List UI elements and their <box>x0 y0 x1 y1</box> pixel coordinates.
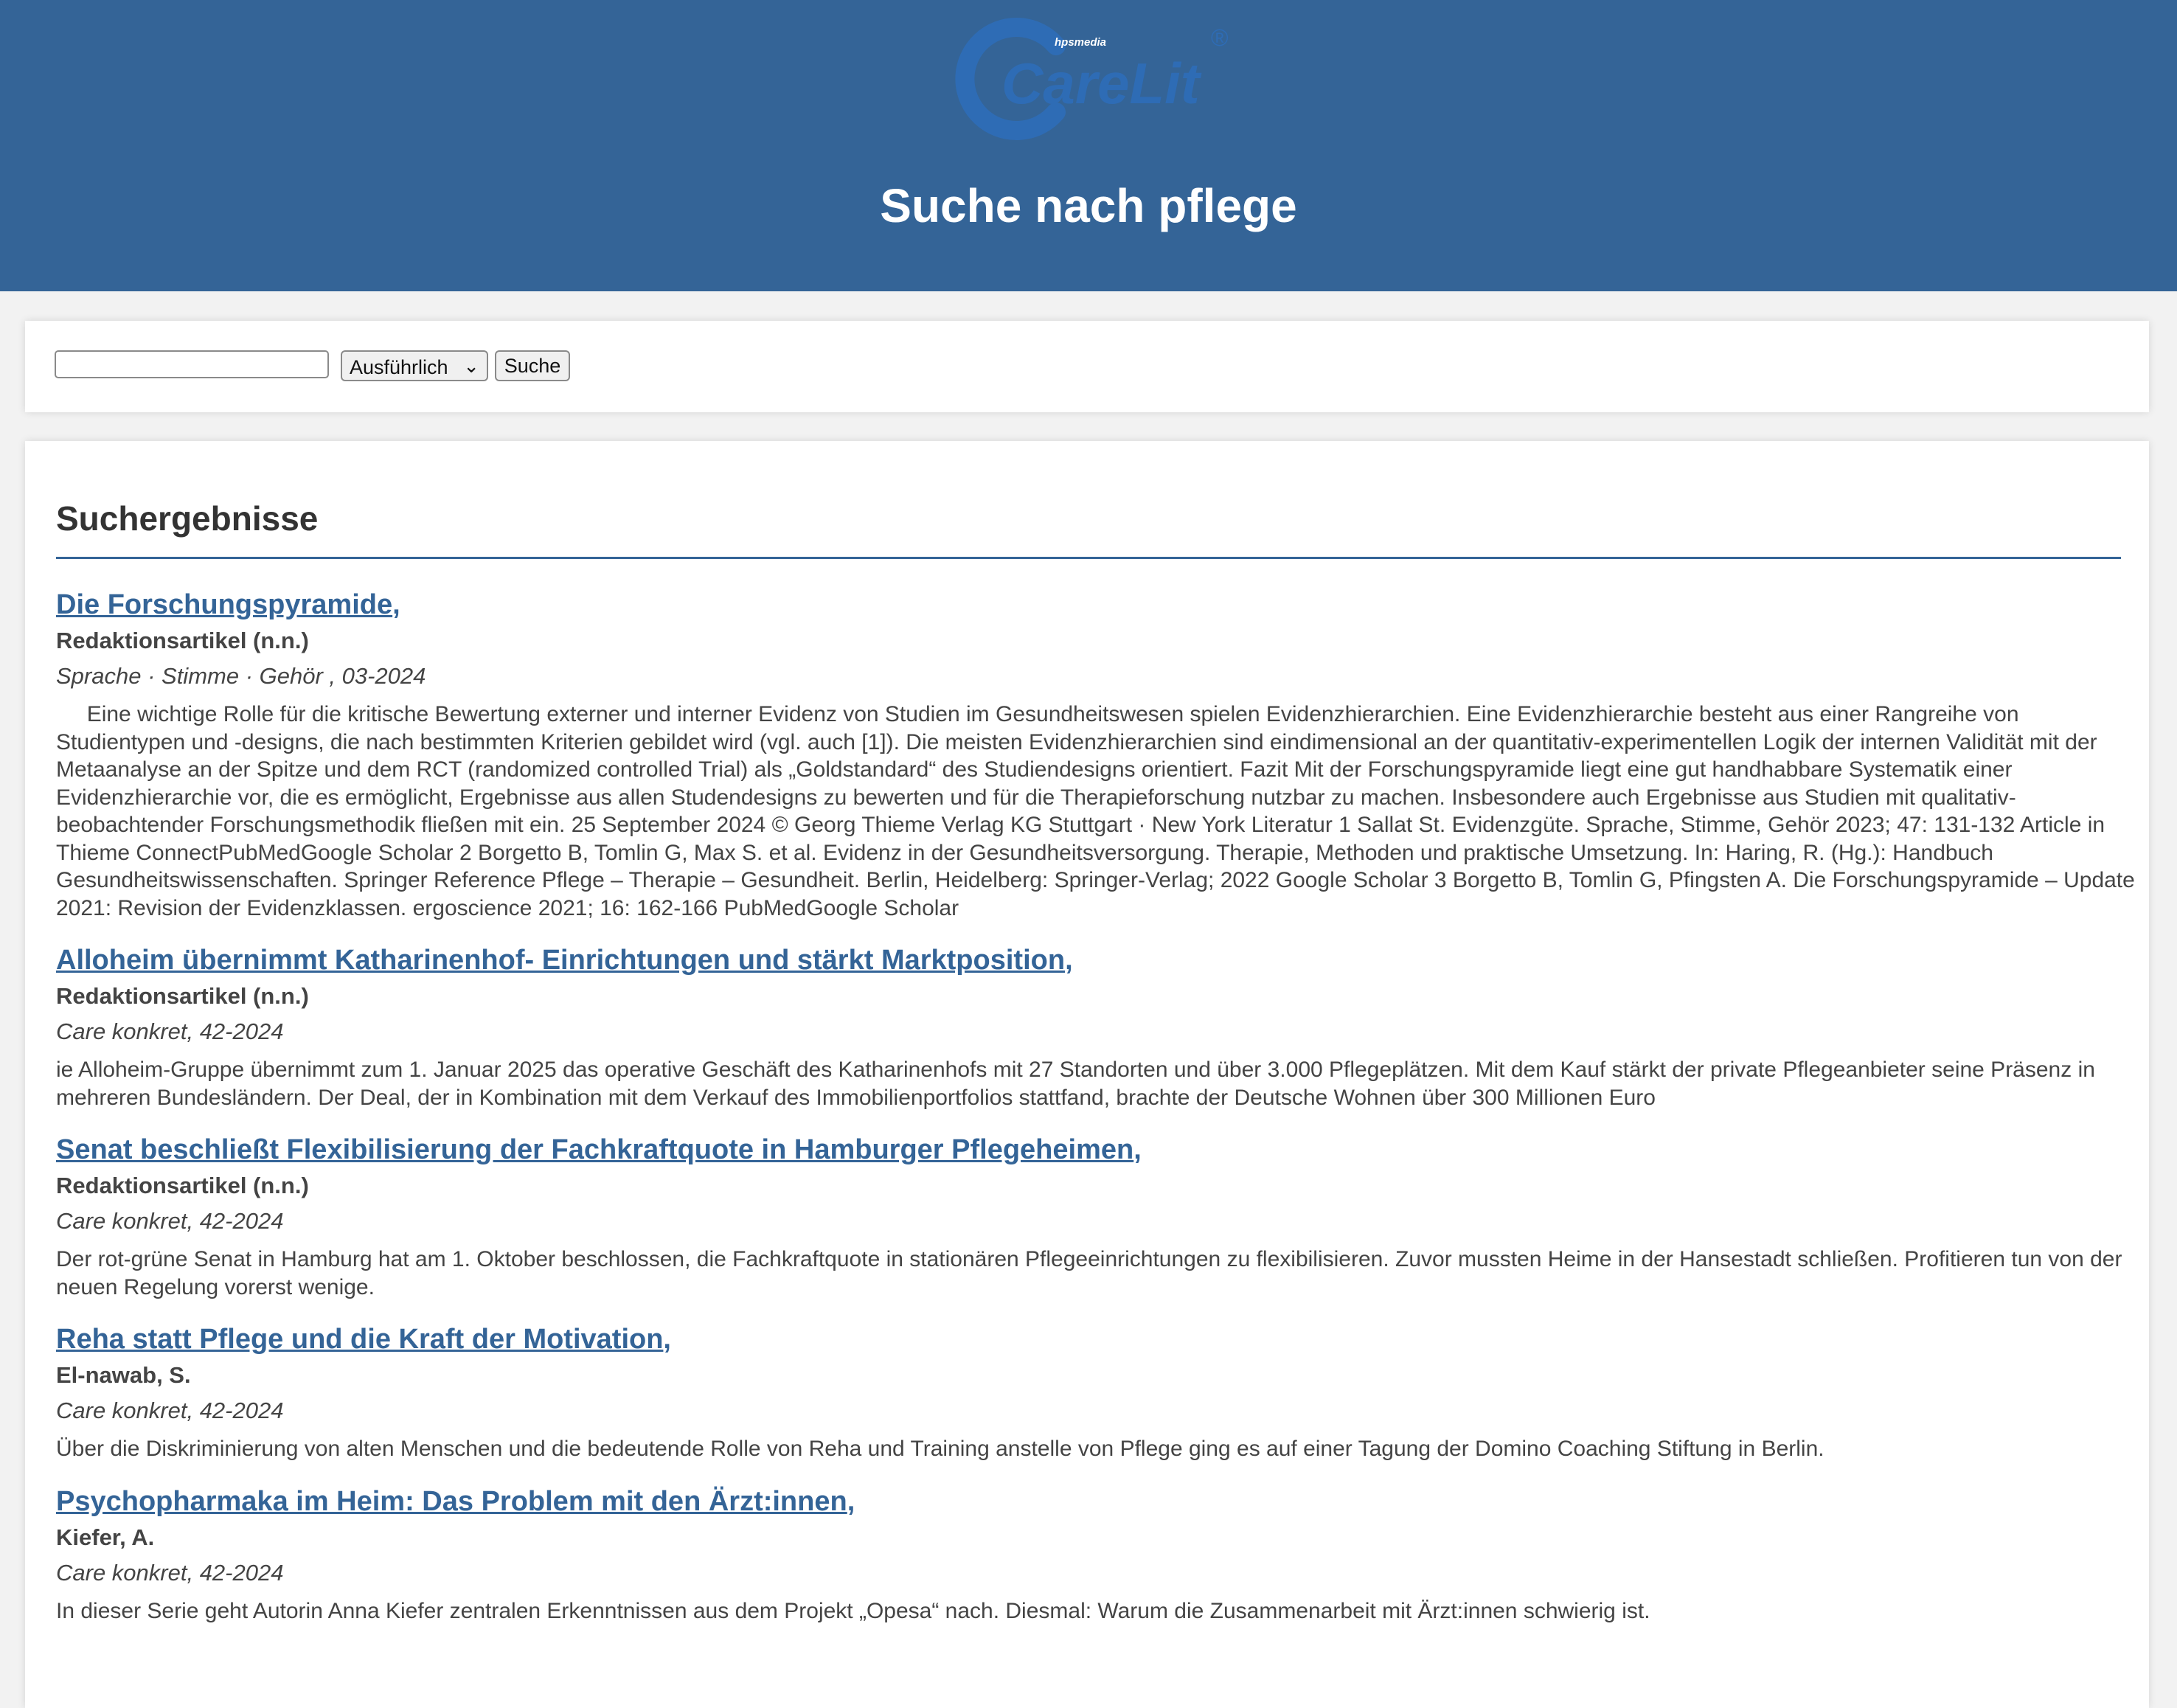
result-source: Sprache · Stimme · Gehör , 03-2024 <box>56 663 426 689</box>
result-abstract: Über die Diskriminierung von alten Menschen und die bedeutende Rolle von Reha und Training anstelle von Pflege ging es auf einer Tagung der Domino Coaching Stiftung in Berlin. <box>56 1437 1824 1461</box>
heading-divider <box>56 557 2121 559</box>
results-list <box>56 586 2143 1644</box>
result-item <box>56 586 2143 922</box>
result-source: Care konkret, 42-2024 <box>56 1559 284 1586</box>
svg-text:hpsmedia: hpsmedia <box>1055 36 1107 49</box>
page-title: Suche nach pflege <box>880 179 1297 232</box>
result-author: Redaktionsartikel (n.n.) <box>56 628 309 653</box>
svg-text:®: ® <box>1211 24 1229 51</box>
result-item <box>56 1320 2143 1463</box>
result-title-line: Psychopharmaka im Heim: Das Problem mit den Ärzt:innen, <box>56 1485 855 1517</box>
result-title-line: Reha statt Pflege und die Kraft der Motivation, <box>56 1324 671 1355</box>
result-item <box>56 941 2143 1111</box>
svg-text:CareLit: CareLit <box>1001 51 1200 116</box>
result-abstract: ie Alloheim-Gruppe übernimmt zum 1. Januar 2025 das operative Geschäft des Katharinenhofs mit 27 Standorten und über 3.000 Pflegeplätzen. Mit dem Kauf stärkt der private Pflegeanbieter seine Präsenz in mehreren Bundesländern. Der Deal, der in Kombination mit dem Verkauf des Immobilienportfolios stattfand, brachte der Deutsche Wohnen über 300 Millionen Euro <box>56 1058 2095 1110</box>
result-source: Care konkret, 42-2024 <box>56 1018 284 1044</box>
result-abstract: Der rot-grüne Senat in Hamburg hat am 1. Oktober beschlossen, die Fachkraftquote in stationären Pflegeeinrichtungen zu flexibilisieren. Zuvor mussten Heime in der Hansestadt schließen. Profitieren tun von der neuen Regelung vorerst wenige. <box>56 1247 2122 1299</box>
chevron-down-icon: ⌄ <box>463 355 479 377</box>
result-author: El-nawab, S. <box>56 1362 191 1388</box>
carelit-logo[interactable] <box>944 16 1235 145</box>
result-author: Redaktionsartikel (n.n.) <box>56 1173 309 1198</box>
result-title-line: Senat beschließt Flexibilisierung der Fachkraftquote in Hamburger Pflegeheimen, <box>56 1134 1142 1165</box>
search-input[interactable] <box>55 350 329 378</box>
result-source: Care konkret, 42-2024 <box>56 1208 284 1234</box>
result-abstract: Eine wichtige Rolle für die kritische Bewertung externer und interner Evidenz von Studien im Gesundheitswesen spielen Evidenzhierarchien. Eine Evidenzhierarchie besteht aus einer Rangreihe von Studientypen und -designs, die nach bestimmten Kriterien gebildet wird (vgl. auch [1]). Die meisten Evidenzhierarchien sind eindimensional an der quantitativ-experimentellen Logik der internen Validität mit der Metaanalyse an der Spitze und dem RCT (randomized controlled Trial) als „Goldstandard“ des Studiendesigns orientiert. Fazit Mit der Forschungspyramide liegt eine gut handhabbare Systematik einer Evidenzhierarchie vor, die es ermöglicht, Ergebnisse aus allen Studendesigns zu bewerten und für die Therapieforschung nutzbar zu machen. Insbesondere auch Ergebnisse aus Studien mit qualitativ-beobachtender Forschungsmethodik fließen mit ein. 25 September 2024 © Georg Thieme Verlag KG Stuttgart · New York Literatur 1 Sallat St. Evidenzgüte. Sprache, Stimme, Gehör 2023; 47: 131-132 Article in Thieme ConnectPubMedGoogle Scholar 2 Borgetto B, Tomlin G, Max S. et al. Evidenz in der Gesundheitsversorgung. Therapie, Methoden und praktische Umsetzung. In: Haring, R. (Hg.): Handbuch Gesundheitswissenschaften. Springer Reference Pflege – Therapie – Gesundheit. Berlin, Heidelberg: Springer-Verlag; 2022 Google Scholar 3 Borgetto B, Tomlin G, Pfingsten A. Die Forschungspyramide – Update 2021: Revision der Evidenzklassen. ergoscience 2021; 16: 162-166 PubMedGoogle Scholar <box>56 702 2142 920</box>
result-title-link[interactable]: Reha statt Pflege und die Kraft der Motivation <box>56 1324 664 1355</box>
page-header <box>0 0 2177 291</box>
result-abstract: In dieser Serie geht Autorin Anna Kiefer zentralen Erkenntnissen aus dem Projekt „Opesa“ nach. Diesmal: Warum die Zusammenarbeit mit Ärzt:innen schwierig ist. <box>56 1598 1650 1623</box>
results-heading: Suchergebnisse <box>56 499 319 538</box>
results-panel <box>25 441 2149 1708</box>
result-source: Care konkret, 42-2024 <box>56 1398 284 1423</box>
result-author: Kiefer, A. <box>56 1524 155 1550</box>
result-title-link[interactable]: Psychopharmaka im Heim: Das Problem mit den Ärzt:innen <box>56 1485 847 1517</box>
result-title-link[interactable]: Senat beschließt Flexibilisierung der Fachkraftquote in Hamburger Pflegeheimen <box>56 1134 1134 1165</box>
result-item <box>56 1482 2143 1625</box>
result-title-line: Alloheim übernimmt Katharinenhof- Einrichtungen und stärkt Marktposition, <box>56 945 1073 976</box>
search-panel <box>25 321 2149 412</box>
result-item <box>56 1131 2143 1301</box>
result-title-link[interactable]: Alloheim übernimmt Katharinenhof- Einrichtungen und stärkt Marktposition <box>56 945 1066 976</box>
result-title-line: Die Forschungspyramide, <box>56 589 400 620</box>
result-author: Redaktionsartikel (n.n.) <box>56 983 309 1009</box>
search-button[interactable]: Suche <box>495 350 570 381</box>
search-mode-select[interactable] <box>341 350 488 381</box>
search-mode-value: Ausführlich <box>350 356 448 378</box>
result-title-link[interactable]: Die Forschungspyramide <box>56 589 393 620</box>
